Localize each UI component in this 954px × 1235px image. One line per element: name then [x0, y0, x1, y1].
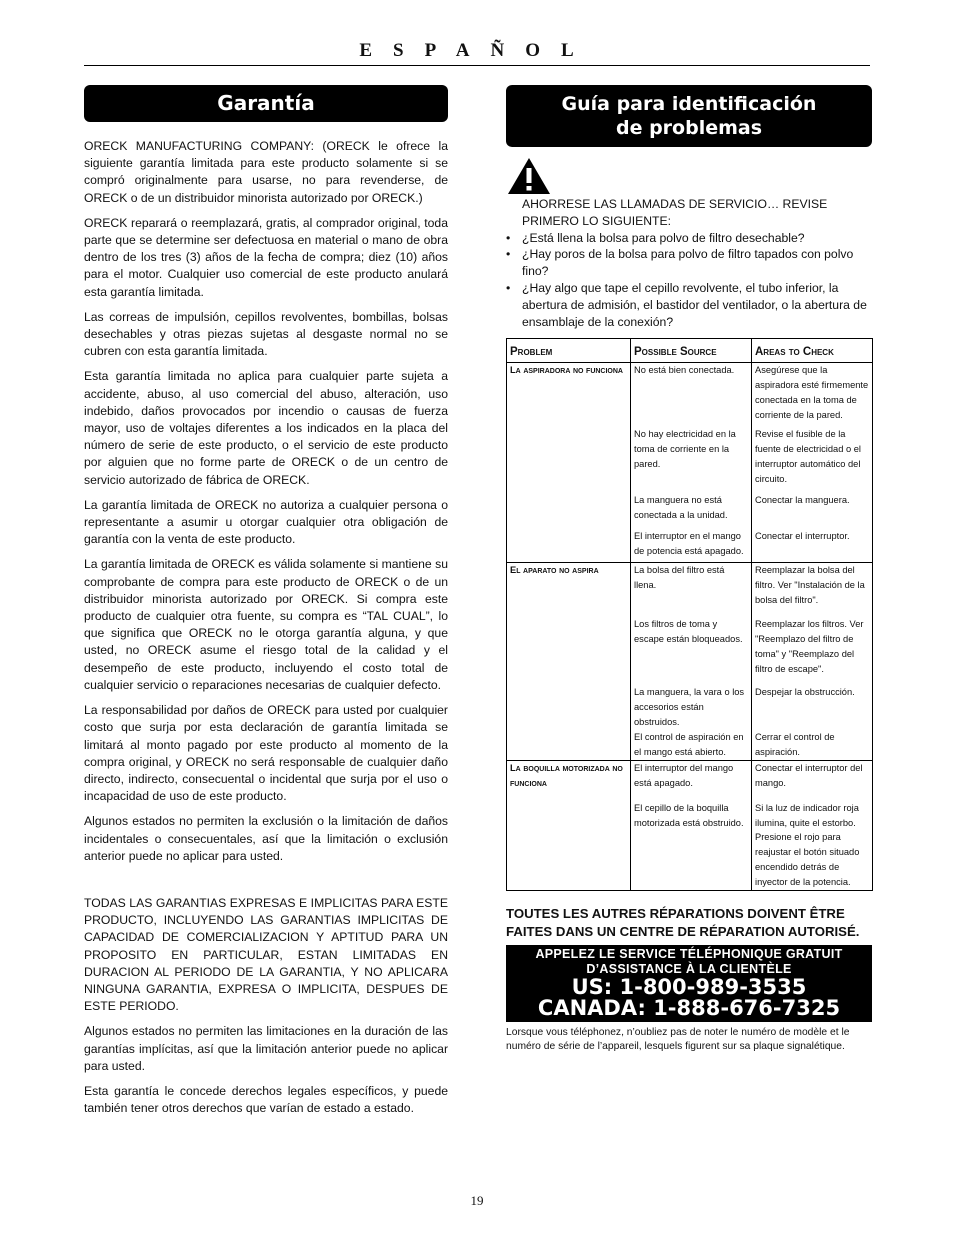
- column-header-problem: Problem: [507, 339, 631, 363]
- phone-box: [506, 945, 872, 1022]
- table-row: [507, 563, 873, 618]
- check-cell: Revise el fusible de la fuente de electricidad o el interruptor automático del circuito.: [752, 427, 873, 493]
- warranty-title: Garantía: [84, 85, 448, 122]
- warranty-paragraph: ORECK MANUFACTURING COMPANY: (ORECK le ofrece la siguiente garantía limitada para este producto solamente si se compró originalmente para usarse, no para revenderse, de ORECK o de un distribuidor minorista autorizado por ORECK.): [84, 139, 448, 205]
- problem-cell: La aspiradora no funciona: [507, 363, 631, 563]
- source-cell: No hay electricidad en la toma de corriente en la pared.: [631, 427, 752, 493]
- phone-heading-line2: D’ASSISTANCE À LA CLIENTÈLE: [586, 961, 792, 976]
- check-list: [506, 230, 872, 331]
- problem-cell: El aparato no aspira: [507, 563, 631, 760]
- check-cell: Conectar la manguera.: [752, 493, 873, 529]
- check-cell: Si la luz de indicador roja ilumina, quite el estorbo. Presione el rojo para reajustar el botón situado encendido detrás de inyector de la potencia.: [752, 801, 873, 890]
- warranty-paragraph: Las correas de impulsión, cepillos revolventes, bombillas, bolsas desechables y otras piezas sujetas al desgaste normal no se cubren con esta garantía limitada.: [84, 309, 448, 359]
- source-cell: No está bien conectada.: [631, 363, 752, 428]
- check-intro: AHORRESE LAS LLAMADAS DE SERVICIO… REVISE PRIMERO LO SIGUIENTE:: [522, 197, 828, 228]
- check-cell: Reemplazar los filtros. Ver "Reemplazo del filtro de toma" y "Reemplazo del filtro de escape".: [752, 617, 873, 685]
- phone-canada: CANADA: 1-888-676-7325: [537, 995, 841, 1020]
- troubleshooting-table: [506, 338, 873, 890]
- source-cell: La manguera no está conectada a la unidad.: [631, 493, 752, 529]
- language-header: ESPAÑOL: [359, 40, 595, 61]
- source-cell: La bolsa del filtro está llena.: [631, 563, 752, 618]
- problem-cell: La boquilla motorizada no funciona: [507, 760, 631, 890]
- page-number: 19: [470, 1193, 484, 1208]
- source-cell: La manguera, la vara o los accesorios están obstruidos.: [631, 685, 752, 729]
- source-cell: Los filtros de toma y escape están bloqueados.: [631, 617, 752, 685]
- phone-us: US: 1-800-989-3535: [571, 974, 807, 999]
- source-cell: El control de aspiración en el mango está abierto.: [631, 730, 752, 761]
- column-header-source: Possible Source: [631, 339, 752, 363]
- troubleshooting-title-line1: Guía para identificación: [561, 93, 817, 115]
- phone-footnote: Lorsque vous téléphonez, n’oubliez pas de noter le numéro de modèle et le numéro de série de l’appareil, lesquels figurent sur sa plaque signalétique.: [506, 1026, 850, 1052]
- source-cell: El cepillo de la boquilla motorizada está obstruido.: [631, 801, 752, 890]
- check-cell: Asegúrese que la aspiradora esté firmemente conectada en la toma de corriente de la pared.: [752, 363, 873, 428]
- warning-icon: [506, 156, 872, 196]
- warranty-paragraph: La garantía limitada de ORECK no autoriza a cualquier persona o representante a asumir u otorgar cualquier otra obligación de garantía con la venta de este producto.: [84, 497, 448, 547]
- source-cell: El interruptor en el mango de potencia está apagado.: [631, 529, 752, 563]
- warranty-column: [84, 85, 448, 1125]
- warranty-paragraph: Esta garantía le concede derechos legales específicos, y puede también tener otros derechos que varían de estado a estado.: [84, 1083, 448, 1116]
- check-cell: Reemplazar la bolsa del filtro. Ver "Instalación de la bolsa del filtro".: [752, 563, 873, 618]
- repair-notice: TOUTES LES AUTRES RÉPARATIONS DOIVENT ÊTRE FAITES DANS UN CENTRE DE RÉPARATION AUTORISÉ.: [506, 905, 860, 939]
- table-row: [507, 760, 873, 801]
- warranty-paragraph: Algunos estados no permiten las limitaciones en la duración de las garantías implícitas, así que la limitación anterior puede no aplicar para usted.: [84, 1024, 448, 1073]
- table-header-row: [507, 339, 873, 363]
- header-rule: [84, 65, 870, 66]
- troubleshooting-title: [506, 85, 872, 147]
- troubleshooting-column: [506, 85, 872, 1054]
- warranty-disclaimer: TODAS LAS GARANTIAS EXPRESAS E IMPLICITAS PARA ESTE PRODUCTO, INCLUYENDO LAS GARANTIAS IMPLICITAS DE CAPACIDAD DE COMERCIALIZACION Y APTITUD PARA UN PROPOSITO EN PARTICULAR, ESTAN LIMITADAS EN DURACION AL PERIODO DE LA GARANTIA, Y NO APLICARA NINGUNA GARANTIA, EXPRESA O IMPLICITA, DESPUES DE ESTE PERIODO.: [84, 895, 448, 1014]
- warranty-paragraph: ORECK reparará o reemplazará, gratis, al comprador original, toda parte que se determine ser defectuosa en material o mano de obra dentro de los tres (3) años de la fecha de compra; diez (10) años para el motor. Cualquier uso comercial de este producto anulará esta garantía limitada.: [84, 215, 448, 299]
- phone-heading-line1: APPELEZ LE SERVICE TÉLÉPHONIQUE GRATUIT: [535, 946, 843, 961]
- table-row: [507, 363, 873, 428]
- warranty-paragraph: Esta garantía limitada no aplica para cualquier parte sujeta a accidente, abuso, al uso comercial del abuso, alteración, uso indebido, daños provocados por incendio o causas de fuerza mayor, uso de voltajes diferentes a los indicados en la placa del número de serie de este producto, o el servicio de este producto por alguien que no forme parte de ORECK o de un centro de servicio autorizado de fábrica de ORECK.: [84, 369, 448, 487]
- troubleshooting-title-line2: de problemas: [615, 117, 763, 139]
- check-cell: Conectar el interruptor del mango.: [752, 760, 873, 801]
- check-cell: Conectar el interruptor.: [752, 529, 873, 563]
- warranty-paragraph: La responsabilidad por daños de ORECK para usted por cualquier costo que surja por esta declaración de garantía limitada se limitará al monto pagado por este producto al momento de la compra original, y ORECK no será responsable de cualquier daño directo, indirecto, consecuental o incidental que surja por el uso o incapacidad de uso de este producto.: [84, 703, 448, 804]
- check-cell: Cerrar el control de aspiración.: [752, 730, 873, 761]
- warranty-paragraph: La garantía limitada de ORECK es válida solamente si mantiene su comprobante de compra para este producto de ORECK o de un distribuidor minorista autorizado por ORECK. Si compra este producto de cualquier otra fuente, su compra es “TAL CUAL”, lo que significa que ORECK no le otorga garantía alguna, y que usted, no ORECK asume el riesgo total de la calidad y el desempeño de este producto, incluyendo el costo total de cualquier servicio o reparaciones necesarias de cualquier defecto.: [84, 557, 448, 692]
- check-item: • ¿Está llena la bolsa para polvo de filtro desechable?: [506, 230, 805, 245]
- check-item: • ¿Hay algo que tape el cepillo revolvente, el tubo inferior, la abertura de admisión, el bastidor del ventilador, o la abertura de ensamblaje de la conexión?: [506, 280, 867, 329]
- check-item: • ¿Hay poros de la bolsa para polvo de filtro tapados con polvo fino?: [506, 247, 854, 279]
- source-cell: El interruptor del mango está apagado.: [631, 760, 752, 801]
- column-header-check: Areas to Check: [752, 339, 873, 363]
- check-cell: Despejar la obstrucción.: [752, 685, 873, 729]
- warranty-paragraph: Algunos estados no permiten la exclusión o la limitación de daños incidentales o consecuentales, así que la limitación o exclusión anterior puede no aplicar para usted.: [84, 814, 448, 863]
